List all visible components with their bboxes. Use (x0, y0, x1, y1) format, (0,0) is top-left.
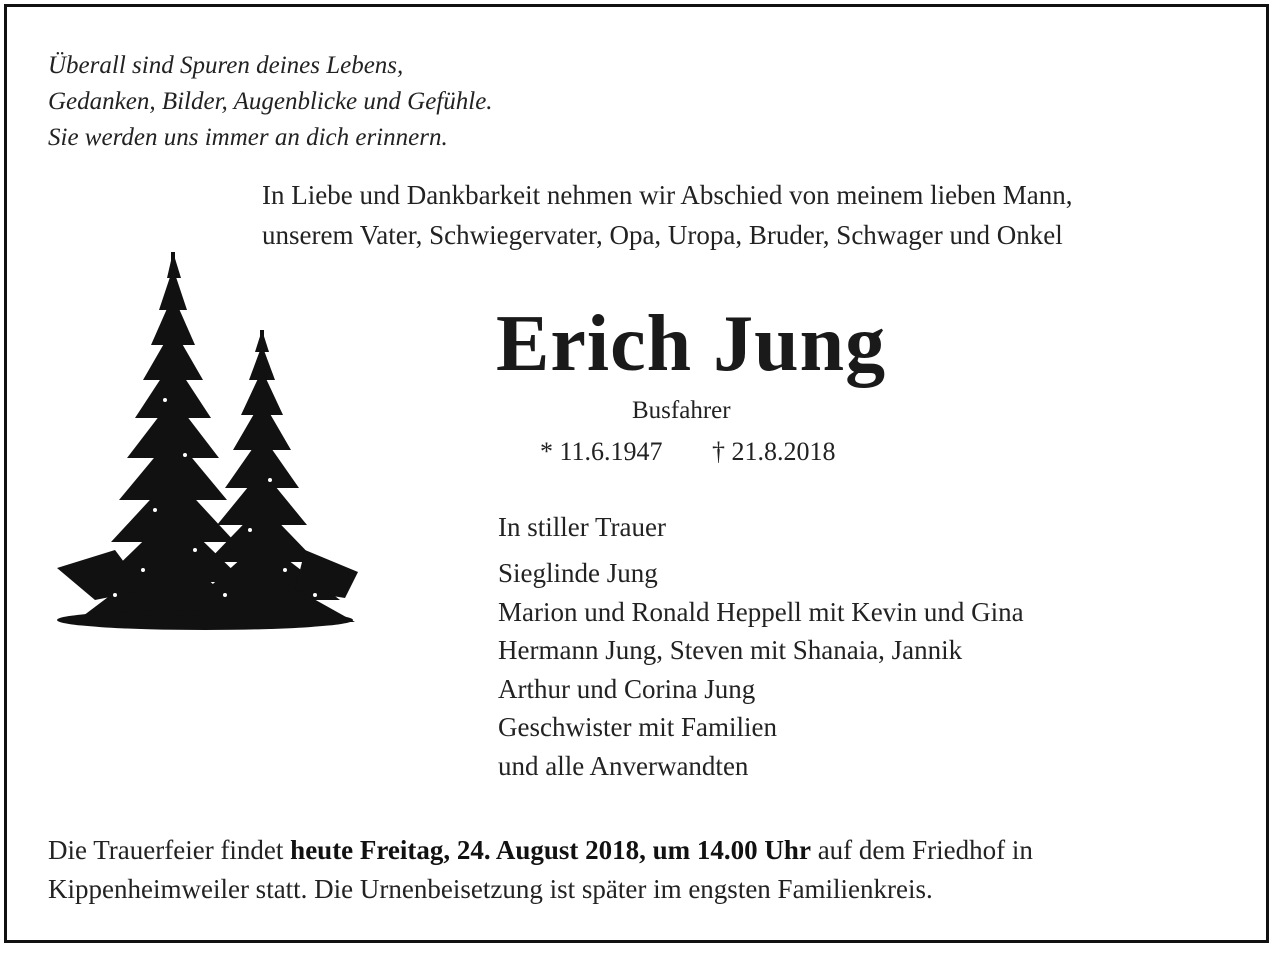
ceremony-datetime: heute Freitag, 24. August 2018, um 14.00 Uhr (290, 835, 811, 865)
ceremony-text: Die Trauerfeier findet (48, 835, 291, 865)
ceremony-text: auf dem Friedhof in (810, 835, 1033, 865)
mourner-name: Hermann Jung, Steven mit Shanaia, Jannik (498, 635, 963, 666)
intro-line: In Liebe und Dankbarkeit nehmen wir Abschied von meinem lieben Mann, (262, 180, 1073, 210)
mourner-name: Sieglinde Jung (498, 558, 658, 588)
motto-verse (48, 48, 493, 156)
mourners-heading: In stiller Trauer (498, 512, 666, 542)
deceased-name: Erich Jung (496, 300, 887, 388)
mourners-block (498, 508, 1024, 786)
motto-line: Gedanken, Bilder, Augenblicke und Gefühle. (48, 88, 493, 115)
mourner-name: Marion und Ronald Heppell mit Kevin und Gina (498, 596, 1024, 627)
fir-trees-icon (55, 250, 360, 635)
mourner-name: Geschwister mit Familien (498, 712, 777, 743)
death-date: † 21.8.2018 (712, 437, 836, 466)
motto-line: Überall sind Spuren deines Lebens, (48, 52, 404, 79)
motto-line: Sie werden uns immer an dich erinnern. (48, 124, 448, 151)
intro-line: unserem Vater, Schwiegervater, Opa, Uropa, Bruder, Schwager und Onkel (262, 220, 1063, 250)
ceremony-line: Kippenheimweiler statt. Die Urnenbeisetzung ist später im engsten Familienkreis. (48, 874, 933, 904)
birth-date: * 11.6.1947 (540, 437, 663, 466)
deceased-occupation: Busfahrer (632, 397, 731, 424)
ceremony-notice (48, 831, 1033, 909)
intro-text (262, 175, 1073, 255)
ceremony-line (48, 831, 1033, 870)
mourner-name: und alle Anverwandten (498, 750, 749, 781)
mourner-name: Arthur und Corina Jung (498, 673, 756, 704)
